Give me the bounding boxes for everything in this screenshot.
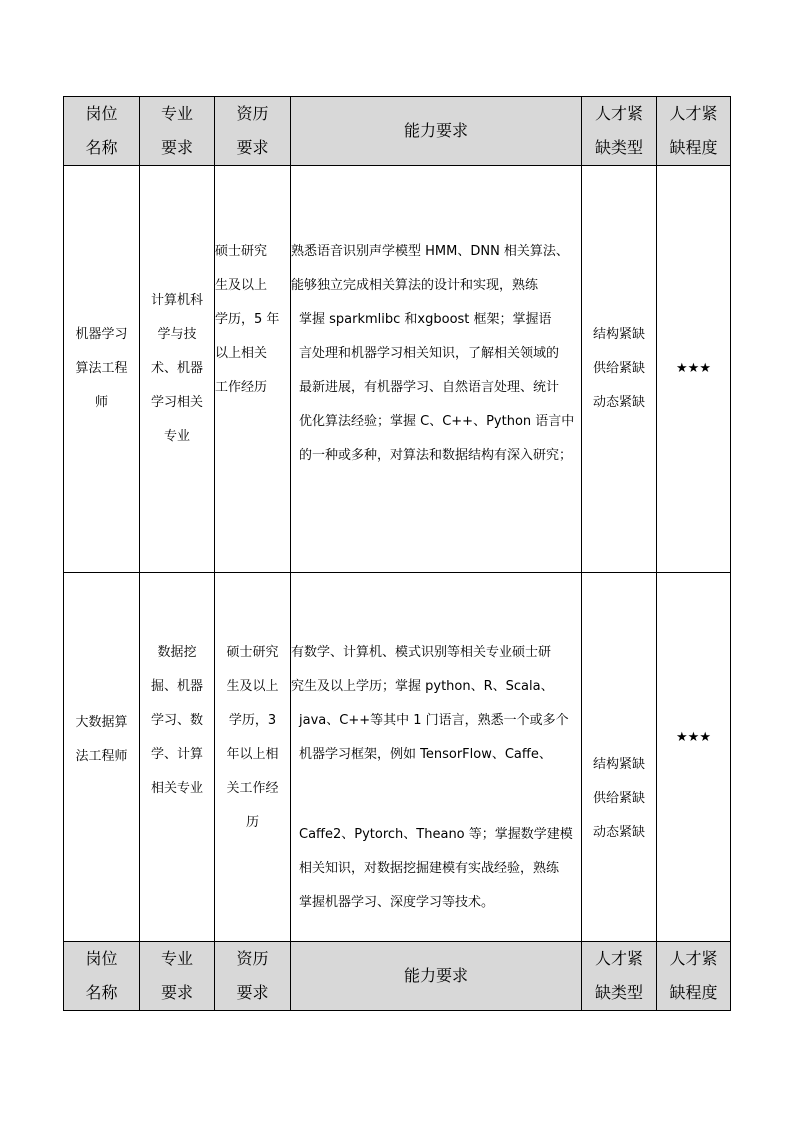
post-name-cell: 机器学习 算法工程 师	[64, 166, 140, 573]
header-qualification: 资历 要求	[215, 942, 291, 1011]
major-cell: 数据挖 掘、机器 学习、数 学、计算 相关专业	[140, 573, 215, 942]
ability-cell: 有数学、计算机、模式识别等相关专业硕士研 究生及以上学历；掌握 python、R、Scala、 java、C++等其中 1 门语言，熟悉一个或多个 机器学习框架，例如 TensorFlow、Caffe、 Caffe2、Pytorch、Theano 等；掌握数学建模 相关知识，对数据挖掘建模有实战经验，熟练 掌握机器学习、深度学习等技术。	[291, 573, 582, 942]
header-ability: 能力要求	[291, 97, 582, 166]
header-shortage-type: 人才紧 缺类型	[582, 97, 657, 166]
header-major: 专业 要求	[140, 942, 215, 1011]
shortage-type-cell: 结构紧缺 供给紧缺 动态紧缺	[582, 573, 657, 942]
header-ability: 能力要求	[291, 942, 582, 1011]
header-post-name: 岗位 名称	[64, 97, 140, 166]
table-header-row-repeat	[64, 942, 731, 1011]
header-shortage-type: 人才紧 缺类型	[582, 942, 657, 1011]
talent-table	[63, 96, 731, 1011]
qualification-cell: 硕士研究 生及以上 学历，3 年以上相 关工作经 历	[215, 573, 291, 942]
major-cell: 计算机科 学与技 术、机器 学习相关 专业	[140, 166, 215, 573]
qualification-cell: 硕士研究 生及以上 学历，5 年 以上相关 工作经历	[215, 166, 291, 573]
header-shortage-level: 人才紧 缺程度	[657, 97, 731, 166]
shortage-type-cell: 结构紧缺 供给紧缺 动态紧缺	[582, 166, 657, 573]
table-row	[64, 166, 731, 573]
post-name-cell: 大数据算 法工程师	[64, 573, 140, 942]
shortage-level-stars: ★★★	[657, 573, 731, 942]
header-major: 专业 要求	[140, 97, 215, 166]
header-post-name: 岗位 名称	[64, 942, 140, 1011]
header-qualification: 资历 要求	[215, 97, 291, 166]
shortage-level-stars: ★★★	[657, 166, 731, 573]
table-header-row	[64, 97, 731, 166]
ability-cell: 熟悉语音识别声学模型 HMM、DNN 相关算法、 能够独立完成相关算法的设计和实现，熟练 掌握 sparkmlibc 和xgboost 框架；掌握语 言处理和机器学习相关知识，了解相关领域的 最新进展，有机器学习、自然语言处理、统计 优化算法经验；掌握 C、C++、Python 语言中 的一种或多种，对算法和数据结构有深入研究；	[291, 166, 582, 573]
header-shortage-level: 人才紧 缺程度	[657, 942, 731, 1011]
table-row	[64, 573, 731, 942]
